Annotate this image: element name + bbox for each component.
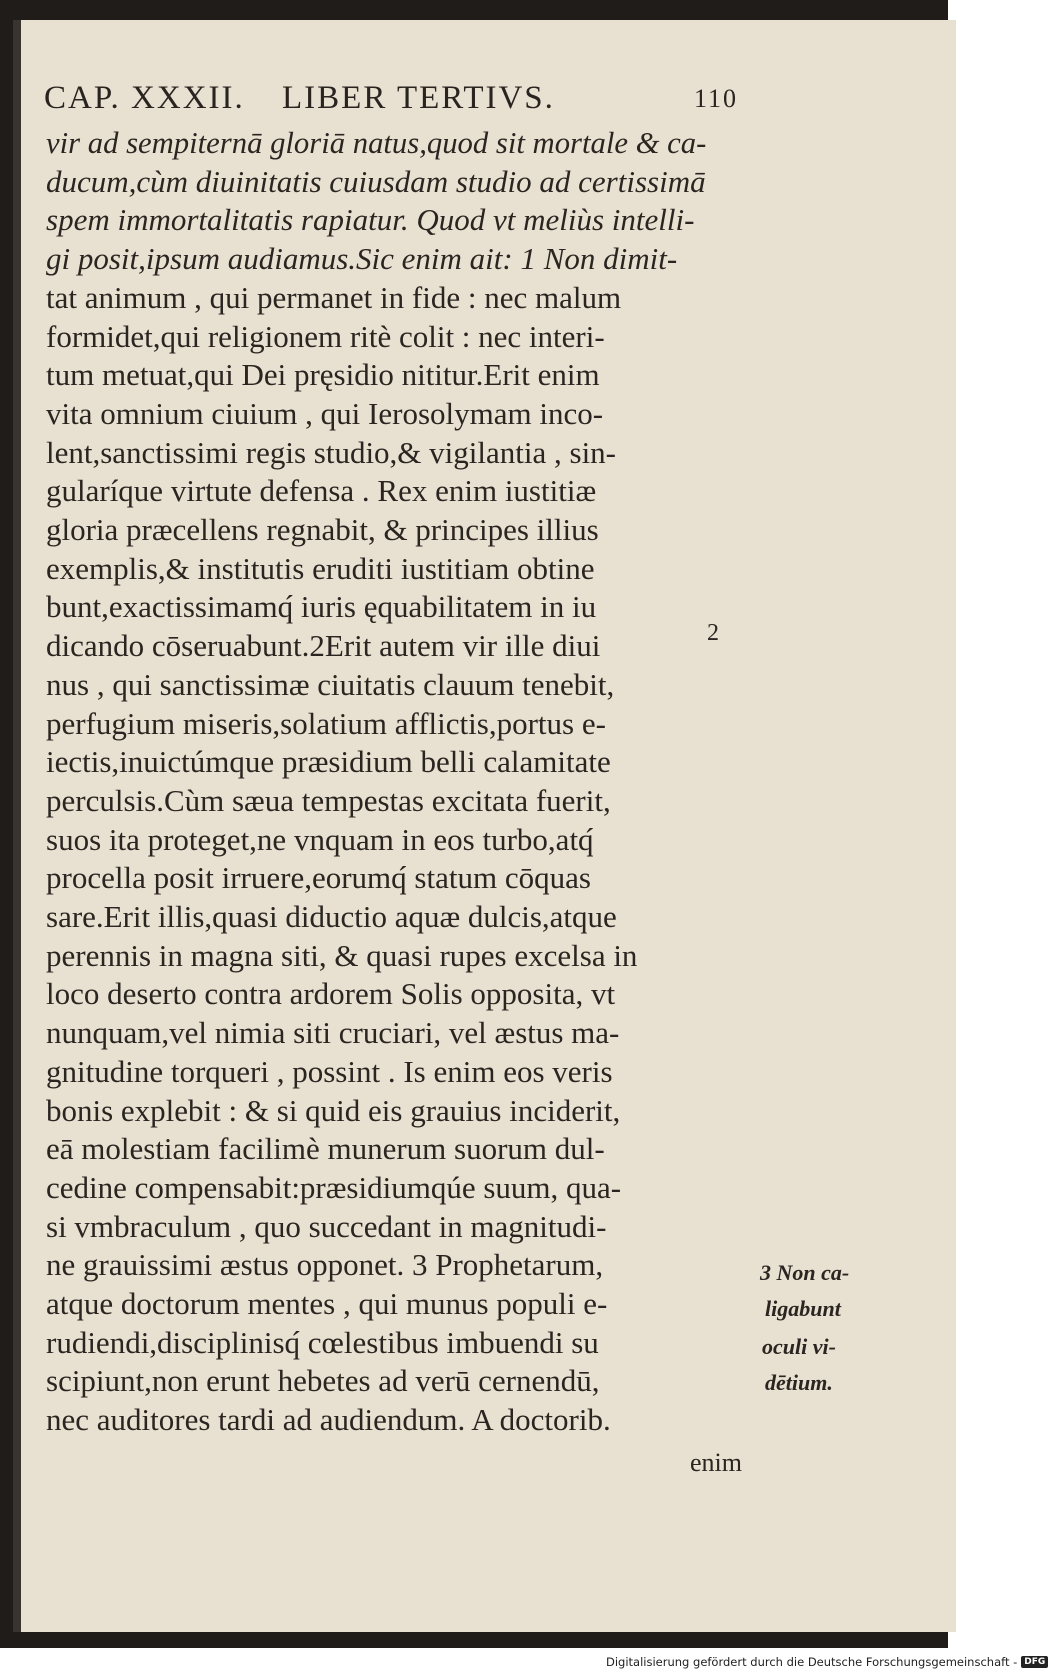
text-line: iectis,inuictúmque præsidium belli calamitate (46, 744, 611, 780)
text-line: atque doctorum mentes , qui munus populi e- (46, 1286, 608, 1321)
catchword: enim (690, 1448, 742, 1477)
text-line: suos ita proteget,ne vnquam in eos turbo,atq́ (46, 821, 594, 857)
text-line: eā molestiam facilimè munerum suorum dul- (46, 1131, 605, 1167)
text-line: ne grauissimi æstus opponet. 3 Prophetarum, (46, 1247, 604, 1283)
digitization-footer (606, 1652, 1048, 1672)
text-line: gi posit,ipsum audiamus.Sic enim ait: 1 Non dimit- (46, 241, 678, 277)
margin-marker: 2 (707, 620, 719, 646)
text-line: perfugium miseris,solatium afflictis,portus e- (46, 705, 606, 741)
text-line: tum metuat,qui Dei pręsidio nititur.Erit enim (46, 357, 600, 393)
text-line: spem immortalitatis rapiatur. Quod vt meliùs intelli- (46, 202, 695, 238)
text-line: scipiunt,non erunt hebetes ad verū cernendū, (46, 1363, 600, 1399)
text-line: ducum,cùm diuinitatis cuiusdam studio ad certissimā (46, 163, 706, 199)
text-line: loco deserto contra ardorem Solis opposita, vt (46, 976, 616, 1012)
text-line: exemplis,& institutis eruditi iustitiam obtine (46, 550, 595, 586)
margin-note-line: 3 Non ca- (760, 1260, 850, 1285)
text-line: rudiendi,disciplinisq́ cœlestibus imbuendi su (46, 1324, 599, 1360)
text-line: perculsis.Cùm sæua tempestas excitata fuerit, (46, 782, 611, 818)
text-line: tat animum , qui permanet in fide : nec malum (46, 279, 622, 315)
text-line: procella posit irruere,eorumq́ statum cōquas (46, 860, 591, 896)
text-line: perennis in magna siti, & quasi rupes excelsa in (46, 937, 638, 973)
book-heading: LIBER TERTIVS. (282, 80, 555, 116)
text-line: nunquam,vel nimia siti cruciari, vel æstus ma- (46, 1015, 620, 1051)
text-line: gnitudine torqueri , possint . Is enim eos veris (46, 1053, 613, 1089)
text-line: cedine compensabit:præsidiumqúe suum, qua- (46, 1169, 622, 1205)
text-line: gularíque virtute defensa . Rex enim iustitiæ (46, 473, 597, 509)
folio-number: 110 (694, 84, 739, 113)
text-line: si vmbraculum , quo succedant in magnitudi- (46, 1208, 607, 1244)
margin-note-line: dētium. (765, 1370, 833, 1395)
footer-text: Digitalisierung gefördert durch die Deutsche Forschungsgemeinschaft - (606, 1655, 1018, 1669)
text-line: vita omnium ciuium , qui Ierosolymam inco- (46, 395, 604, 431)
text-line: bunt,exactissimamq́ iuris ęquabilitatem in iu (46, 589, 597, 625)
text-line: lent,sanctissimi regis studio,& vigilantia , sin- (46, 434, 617, 470)
text-line: nec auditores tardi ad audiendum. A doctorib. (46, 1402, 611, 1438)
dfg-logo: DFG (1021, 1656, 1048, 1668)
running-header (44, 80, 744, 120)
text-line: nus , qui sanctissimæ ciuitatis clauum tenebit, (46, 666, 615, 702)
chapter-heading: CAP. XXXII. (44, 80, 245, 116)
text-line: bonis explebit : & si quid eis grauius inciderit, (46, 1092, 621, 1128)
margin-note-line: ligabunt (765, 1296, 841, 1321)
text-line: vir ad sempiternā gloriā natus,quod sit mortale & ca- (46, 125, 707, 160)
text-line: formidet,qui religionem ritè colit : nec interi- (46, 318, 605, 354)
text-line: gloria præcellens regnabit, & principes illius (46, 512, 599, 547)
margin-note-line: oculi vi- (762, 1334, 836, 1359)
text-line: dicando cōseruabunt.2Erit autem vir ille diui (46, 628, 601, 664)
text-line: sare.Erit illis,quasi diductio aquæ dulcis,atque (46, 899, 617, 934)
